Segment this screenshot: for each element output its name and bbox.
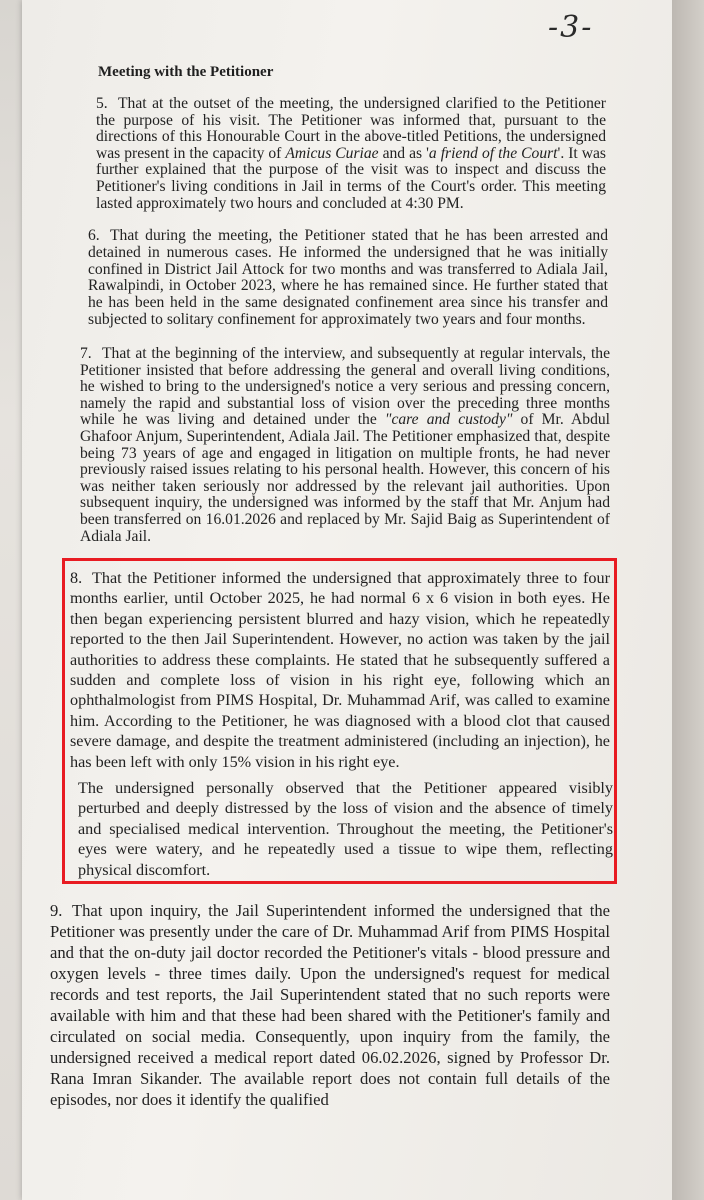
paragraph-number: 7. bbox=[80, 345, 92, 362]
italic-term: Amicus Curiae bbox=[285, 144, 379, 162]
handwritten-page-number: -3- bbox=[548, 10, 594, 45]
paragraph-8-continuation bbox=[78, 778, 613, 880]
paragraph-number: 5. bbox=[96, 95, 108, 112]
page-stack-edge bbox=[672, 0, 704, 1200]
paragraph-8 bbox=[70, 568, 610, 772]
section-heading: Meeting with the Petitioner bbox=[98, 64, 274, 80]
paragraph-text: That at the outset of the meeting, the undersigned clarified to the Petitioner the purpose of his visit. The Petitioner was informed that, pursuant to the directions of this Honourable Court in the above-titled Petitions, the undersigned was present in the capacity of bbox=[96, 95, 606, 162]
paragraph-text: That upon inquiry, the Jail Superintendent informed the undersigned that the Petitioner was presently under the care of Dr. Muhammad Arif from PIMS Hospital and that the on-duty jail doctor recorded the Petitioner's vitals - blood pressure and oxygen levels - three times daily. Upon the undersigned's request for medical records and test reports, the Jail Superintendent stated that no such reports were available with him and that these had been shared with the Petitioner's family and circulated on social media. Consequently, upon inquiry from the family, the undersigned received a medical report dated 06.02.2026, signed by Professor Dr. Rana Imran Sikander. The available report does not contain full details of the episodes, nor does it identify the qualified bbox=[50, 901, 610, 1109]
paragraph-5 bbox=[96, 96, 606, 212]
paragraph-7 bbox=[80, 346, 610, 545]
paragraph-text: That the Petitioner informed the undersigned that approximately three to four months earlier, until October 2025, he had normal 6 x 6 vision in both eyes. He then began experiencing persistent blurred and hazy vision, which he repeatedly reported to the then Jail Superintendent. However, no action was taken by the jail authorities to address these complaints. He stated that he subsequently suffered a sudden and complete loss of vision in his right eye, following which an ophthalmologist from PIMS Hospital, Dr. Muhammad Arif, was called to examine him. According to the Petitioner, he was diagnosed with a blood clot that caused severe damage, and despite the treatment administered (including an injection), he has been left with only 15% vision in his right eye. bbox=[70, 569, 610, 771]
paragraph-text: That during the meeting, the Petitioner stated that he has been arrested and detained in numerous cases. He informed the undersigned that he was initially confined in District Jail Attock for two months and was transferred to Adiala Jail, Rawalpindi, in October 2023, where he has remained since. He further stated that he has been held in the same designated confinement area since his transfer and subjected to solitary confinement for approximately two years and four months. bbox=[88, 227, 608, 328]
paragraph-9 bbox=[50, 900, 610, 1110]
paragraph-text: That at the beginning of the interview, and subsequently at regular intervals, the Petitioner insisted that before addressing the general and overall living conditions, he wished to bring to the undersigned's notice a very serious and pressing concern, namely the rapid and substantial loss of vision over the preceding three months while he was living and detained under the bbox=[80, 345, 610, 429]
italic-term: "care and custody" bbox=[384, 411, 513, 429]
paragraph-number: 9. bbox=[50, 901, 63, 920]
paragraph-text: '. It was further explained that the purpose of the visit was to inspect and discuss the Petitioner's living conditions in Jail in terms of the Court's order. This meeting lasted approximately two hours and concluded at 4:30 PM. bbox=[96, 144, 606, 212]
paragraph-text: of Mr. Abdul Ghafoor Anjum, Superintendent, Adiala Jail. The Petitioner emphasized that, despite being 73 years of age and engaged in litigation on multiple fronts, he had never previously raised issues relating to his personal health. However, this concern of his was neither taken seriously nor addressed by the relevant jail authorities. Upon subsequent inquiry, the undersigned was informed by the staff that Mr. Anjum had been transferred on 16.01.2026 and replaced by Mr. Sajid Baig as Superintendent of Adiala Jail. bbox=[80, 411, 611, 545]
paragraph-number: 6. bbox=[88, 227, 100, 244]
paragraph-6 bbox=[88, 228, 608, 329]
paragraph-text: and as ' bbox=[378, 144, 429, 162]
paragraph-number: 8. bbox=[70, 569, 83, 587]
italic-term: a friend of the Court bbox=[428, 144, 558, 162]
paragraph-text: The undersigned personally observed that the Petitioner appeared visibly perturbed and deeply distressed by the loss of vision and the absence of timely and specialised medical intervention. Throughout the meeting, the Petitioner's eyes were watery, and he repeatedly used a tissue to wipe them, reflecting physical discomfort. bbox=[78, 779, 613, 879]
